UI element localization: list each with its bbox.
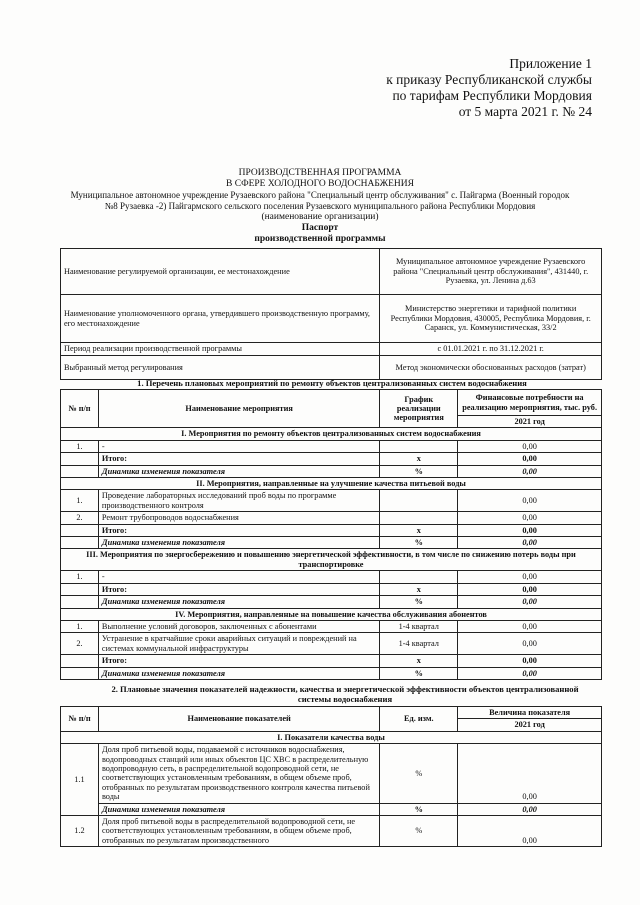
total-value: 0,00 (458, 583, 602, 595)
col-name-header: Наименование показателей (98, 707, 379, 732)
item-num: 1. (61, 571, 99, 583)
item-schedule: 1-4 квартал (380, 620, 458, 632)
total-value: 0,00 (458, 655, 602, 667)
item-schedule (380, 440, 458, 452)
dynamics-value: 0,00 (458, 465, 602, 477)
item-value: 0,00 (458, 490, 602, 512)
item-schedule: 1-4 квартал (380, 633, 458, 655)
indicator-num: 1.2 (61, 816, 99, 847)
col-schedule-header: График реализации мероприятия (380, 390, 458, 428)
indicator-value: 0,00 (458, 744, 602, 803)
indicator-unit: % (380, 816, 458, 847)
block-title: I. Мероприятия по ремонту объектов централизованных систем водоснабжения (61, 428, 602, 440)
block-title: III. Мероприятия по энергосбережению и повышению энергетической эффективности, в том числе по снижению потерь воды при транспортировке (61, 549, 602, 571)
item-value: 0,00 (458, 512, 602, 524)
col-name-header: Наименование мероприятия (98, 390, 379, 428)
item-schedule (380, 571, 458, 583)
passport-label: Наименование регулируемой организации, ее местонахождение (61, 249, 380, 295)
item-name: Ремонт трубопроводов водоснабжения (98, 512, 379, 524)
total-label: Итого: (98, 453, 379, 465)
block-title: II. Мероприятия, направленные на улучшение качества питьевой воды (61, 478, 602, 490)
appendix-line: к приказу Республиканской службы (386, 72, 592, 87)
item-value: 0,00 (458, 571, 602, 583)
title-line: В СФЕРЕ ХОЛОДНОГО ВОДОСНАБЖЕНИЯ (226, 179, 414, 189)
total-unit: х (380, 583, 458, 595)
item-num: 2. (61, 512, 99, 524)
passport-value: Метод экономически обоснованных расходов (затрат) (380, 356, 602, 380)
item-name: Устранение в кратчайшие сроки аварийных ситуаций и повреждений на системах коммунальной инфраструктуры (98, 633, 379, 655)
col-finance-header: Финансовые потребности на реализацию мероприятия, тыс. руб. (458, 390, 602, 416)
total-label: Итого: (98, 655, 379, 667)
dynamics-label: Динамика изменения показателя (98, 667, 379, 679)
item-num: 1. (61, 620, 99, 632)
section1-heading: 1. Перечень плановых мероприятий по ремонту объектов централизованных систем водоснабжения (137, 378, 527, 388)
passport-title: Паспорт (301, 223, 339, 233)
passport-label: Наименование уполномоченного органа, утвердившего производственную программу, его местонахождение (61, 295, 380, 343)
dynamics-value: 0,00 (458, 596, 602, 608)
indicator-name: Доля проб питьевой воды в распределительной водопроводной сети, не соответствующих установленным требованиям, в общем объеме проб, отобранных по результатам производственного (98, 816, 379, 847)
total-unit: х (380, 524, 458, 536)
appendix-line: по тарифам Республики Мордовия (392, 88, 592, 103)
passport-label: Выбранный метод регулирования (61, 356, 380, 380)
item-schedule (380, 490, 458, 512)
item-num: 1. (61, 440, 99, 452)
organization-name: Муниципальное автономное учреждение Рузаевского района "Специальный центр обслуживания" с. Пайгарма (Военный городок №8 Рузаевка -2) Пайгармского сельского поселения Рузаевского муниципального района Республики Мордовия (70, 190, 570, 211)
dynamics-label: Динамика изменения показателя (98, 803, 379, 815)
item-name: Проведение лабораторных исследований проб воды по программе производственного контроля (98, 490, 379, 512)
section2-heading: 2. Плановые значения показателей надежности, качества и энергетической эффективности объектов централизованной системы водоснабжения (111, 684, 579, 704)
dynamics-label: Динамика изменения показателя (98, 537, 379, 549)
program-title (0, 168, 640, 245)
section1-table (60, 389, 602, 680)
item-name: Выполнение условий договоров, заключенных с абонентами (98, 620, 379, 632)
title-line: ПРОИЗВОДСТВЕННАЯ ПРОГРАММА (238, 168, 402, 178)
total-unit: х (380, 453, 458, 465)
appendix-line: Приложение 1 (509, 56, 592, 71)
passport-value: Министерство энергетики и тарифной политики Республики Мордовия, 430005, Республика Мордовия, г. Саранск, ул. Коммунистическая, 33/2 (380, 295, 602, 343)
indicator-num: 1.1 (61, 744, 99, 816)
section2-table (60, 706, 602, 847)
total-label: Итого: (98, 583, 379, 595)
appendix-line: от 5 марта 2021 г. № 24 (458, 104, 592, 119)
item-value: 0,00 (458, 620, 602, 632)
item-value: 0,00 (458, 633, 602, 655)
item-value: 0,00 (458, 440, 602, 452)
passport-value: Муниципальное автономное учреждение Рузаевского района "Специальный центр обслуживания", 431440, г. Рузаевка, ул. Ленина д.63 (380, 249, 602, 295)
col-value-header: Величина показателя (458, 707, 602, 719)
dynamics-label: Динамика изменения показателя (98, 596, 379, 608)
indicator-name: Доля проб питьевой воды, подаваемой с источников водоснабжения, водопроводных станций или иных объектов ЦС ХВС в распределительную водопроводную сеть, в распределительной водопроводной сети, не соответствующих установленным требованиям, в общем объеме проб, отобранных по результатам производственного контроля качества питьевой воды (98, 744, 379, 803)
dynamics-unit: % (380, 803, 458, 815)
passport-value: с 01.01.2021 г. по 31.12.2021 г. (380, 343, 602, 356)
passport-label: Период реализации производственной программы (61, 343, 380, 356)
dynamics-unit: % (380, 667, 458, 679)
passport-table (60, 248, 602, 380)
col-unit-header: Ед. изм. (380, 707, 458, 732)
dynamics-unit: % (380, 537, 458, 549)
passport-subtitle: производственной программы (254, 234, 386, 244)
block-title: IV. Мероприятия, направленные на повышение качества обслуживания абонентов (61, 608, 602, 620)
col-year-header: 2021 год (458, 416, 602, 428)
indicator-value: 0,00 (458, 816, 602, 847)
col-year-header: 2021 год (458, 719, 602, 731)
dynamics-value: 0,00 (458, 667, 602, 679)
total-value: 0,00 (458, 524, 602, 536)
total-unit: х (380, 655, 458, 667)
dynamics-value: 0,00 (458, 803, 602, 815)
dynamics-label: Динамика изменения показателя (98, 465, 379, 477)
indicator-group-title: I. Показатели качества воды (61, 731, 602, 743)
item-num: 1. (61, 490, 99, 512)
indicator-unit: % (380, 744, 458, 803)
appendix-header (386, 56, 592, 120)
item-name: - (98, 440, 379, 452)
dynamics-value: 0,00 (458, 537, 602, 549)
item-num: 2. (61, 633, 99, 655)
dynamics-unit: % (380, 596, 458, 608)
item-schedule (380, 512, 458, 524)
organization-caption: (наименование организации) (261, 212, 379, 222)
item-name: - (98, 571, 379, 583)
col-num-header: № п/п (61, 390, 99, 428)
col-num-header: № п/п (61, 707, 99, 732)
total-value: 0,00 (458, 453, 602, 465)
total-label: Итого: (98, 524, 379, 536)
dynamics-unit: % (380, 465, 458, 477)
